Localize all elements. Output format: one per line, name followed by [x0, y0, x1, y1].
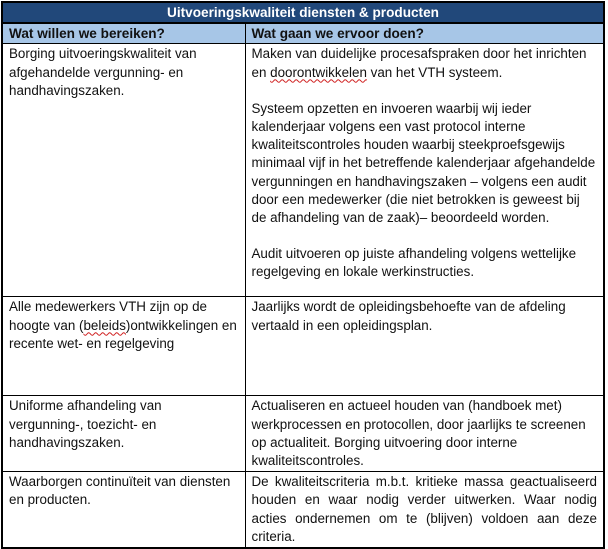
goal-text: Borging uitvoeringskwaliteit van afgehandelde vergunning- en handhavingszaken. — [9, 46, 197, 98]
action-cell: Jaarlijks wordt de opleidingsbehoefte van de afdeling vertaald in een opleidingsplan. — [245, 297, 604, 396]
goal-text: )ontwikkelingen en recente wet- en regelgeving — [9, 317, 237, 351]
table-row — [2, 396, 604, 472]
column-header-row — [2, 23, 604, 44]
goal-cell: Uniforme afhandeling van vergunning-, toezicht- en handhavingszaken. — [2, 396, 245, 472]
action-paragraph — [252, 45, 598, 81]
action-text: Maken van duidelijke procesafspraken door het inrichten en — [251, 46, 587, 80]
table-row — [2, 297, 604, 396]
goal-cell — [2, 44, 245, 297]
goal-cell: Waarborgen continuïteit van diensten en producten. — [2, 472, 245, 549]
spellcheck-flagged-word[interactable]: beleids — [83, 317, 126, 333]
table-row — [2, 44, 604, 297]
column-header-action: Wat gaan we ervoor doen? — [245, 23, 604, 44]
table-row — [2, 472, 604, 549]
quality-table — [1, 1, 605, 549]
goal-text: Alle medewerkers VTH zijn op de hoogte van ( — [9, 299, 207, 333]
action-paragraph: Systeem opzetten en invoeren waarbij wij ieder kalenderjaar volgens een vast protocol interne kwaliteitscontroles houden waarbij steekproefsgewijs minimaal vijf in het betreffende kalenderjaar afgehandelde vergunningen en handhavingszaken – volgens een audit door een medewerker (die niet betrokken is geweest bij de afhandeling van de zaak)– beoordeeld worden. — [251, 100, 596, 226]
action-cell — [245, 44, 604, 297]
table-title-row — [2, 2, 604, 23]
action-paragraph: Audit uitvoeren op juiste afhandeling volgens wettelijke regelgeving en lokale werkinstructies. — [251, 246, 577, 280]
action-cell: De kwaliteitscriteria m.b.t. kritieke massa geactualiseerd houden en waar nodig verder uitwerken. Waar nodig acties ondernemen om te (blijven) voldoen aan deze criteria. — [245, 472, 604, 549]
goal-cell — [2, 297, 245, 396]
table-title: Uitvoeringskwaliteit diensten & producten — [2, 2, 604, 23]
spellcheck-flagged-word[interactable]: doorontwikkelen — [270, 64, 367, 80]
action-cell: Actualiseren en actueel houden van (handboek met) werkprocessen en protocollen, door jaarlijks te screenen op actualiteit. Borging uitvoering door interne kwaliteitscontroles. — [245, 396, 604, 472]
column-header-goal: Wat willen we bereiken? — [2, 23, 245, 44]
action-text: van het VTH systeem. — [366, 64, 503, 80]
